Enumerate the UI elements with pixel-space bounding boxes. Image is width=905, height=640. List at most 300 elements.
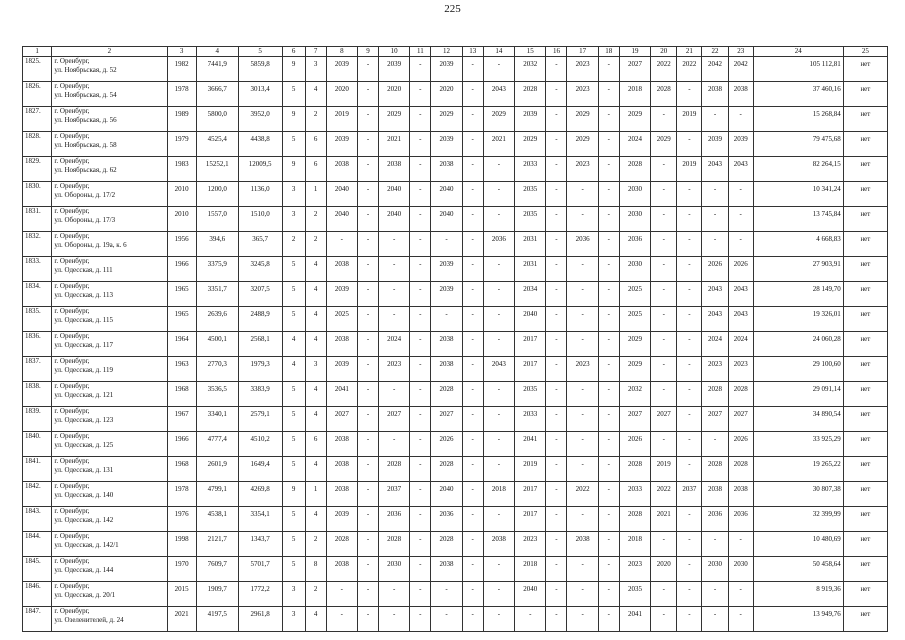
value-cell: 2043 xyxy=(483,357,514,382)
value-cell: - xyxy=(651,157,677,182)
value-cell: 4 xyxy=(305,82,326,107)
value-cell: 12009,5 xyxy=(238,157,282,182)
value-cell: - xyxy=(546,507,567,532)
value-cell: - xyxy=(567,507,598,532)
value-cell: 4777,4 xyxy=(196,432,238,457)
value-cell: 5 xyxy=(282,432,305,457)
value-cell: - xyxy=(483,457,514,482)
address-street: ул. Ноябрьская, д. 56 xyxy=(54,116,117,124)
value-cell: 2029 xyxy=(651,132,677,157)
value-cell: - xyxy=(728,207,753,232)
value-cell: 2036 xyxy=(431,507,462,532)
value-cell: - xyxy=(677,607,702,632)
value-cell: - xyxy=(567,282,598,307)
value-cell: - xyxy=(431,232,462,257)
value-cell: 9 xyxy=(282,157,305,182)
value-cell: - xyxy=(677,232,702,257)
address-city: г. Оренбург, xyxy=(54,582,90,590)
address-street: ул. Одесская, д. 125 xyxy=(54,441,114,449)
value-cell: - xyxy=(431,582,462,607)
address-cell xyxy=(52,382,167,407)
cost-cell: 24 060,28 xyxy=(753,332,843,357)
row-number-cell: 1825. xyxy=(23,57,52,82)
value-cell: 2038 xyxy=(702,482,728,507)
row-number-cell: 1841. xyxy=(23,457,52,482)
address-street: ул. Ноябрьская, д. 62 xyxy=(54,166,117,174)
value-cell: - xyxy=(598,107,619,132)
value-cell: 2033 xyxy=(619,482,650,507)
value-cell: - xyxy=(677,407,702,432)
address-city: г. Оренбург, xyxy=(54,257,90,265)
row-number-cell: 1829. xyxy=(23,157,52,182)
value-cell: 2029 xyxy=(431,107,462,132)
address-street: ул. Одесская, д. 142 xyxy=(54,516,114,524)
value-cell: - xyxy=(598,157,619,182)
value-cell: 2030 xyxy=(619,207,650,232)
value-cell: - xyxy=(462,607,483,632)
value-cell: 1967 xyxy=(167,407,196,432)
value-cell: 1968 xyxy=(167,382,196,407)
value-cell: 2028 xyxy=(619,157,650,182)
value-cell: - xyxy=(462,382,483,407)
value-cell: - xyxy=(567,457,598,482)
value-cell: 2028 xyxy=(728,457,753,482)
table-row xyxy=(23,307,888,332)
address-cell xyxy=(52,507,167,532)
flag-cell: нет xyxy=(843,482,887,507)
column-header: 25 xyxy=(843,47,887,57)
value-cell: 5 xyxy=(282,132,305,157)
value-cell: - xyxy=(651,532,677,557)
value-cell: 2028 xyxy=(378,532,409,557)
row-number-cell: 1835. xyxy=(23,307,52,332)
value-cell: 2022 xyxy=(651,482,677,507)
cost-cell: 28 149,70 xyxy=(753,282,843,307)
value-cell: 8 xyxy=(305,557,326,582)
value-cell: - xyxy=(546,332,567,357)
row-number-cell: 1828. xyxy=(23,132,52,157)
value-cell: - xyxy=(598,332,619,357)
value-cell: - xyxy=(651,307,677,332)
table-row xyxy=(23,357,888,382)
value-cell: - xyxy=(651,382,677,407)
value-cell: 2029 xyxy=(619,332,650,357)
value-cell: 5 xyxy=(282,382,305,407)
value-cell: 2021 xyxy=(651,507,677,532)
value-cell: - xyxy=(462,582,483,607)
column-header: 12 xyxy=(431,47,462,57)
value-cell: 5701,7 xyxy=(238,557,282,582)
value-cell: 2033 xyxy=(515,407,546,432)
value-cell: 2028 xyxy=(728,382,753,407)
cost-cell: 29 091,14 xyxy=(753,382,843,407)
value-cell: 2038 xyxy=(326,257,357,282)
value-cell: 1 xyxy=(305,182,326,207)
row-number-cell: 1826. xyxy=(23,82,52,107)
cost-cell: 4 668,83 xyxy=(753,232,843,257)
value-cell: 1510,0 xyxy=(238,207,282,232)
row-number-cell: 1837. xyxy=(23,357,52,382)
cost-cell: 13 949,76 xyxy=(753,607,843,632)
value-cell: - xyxy=(358,232,379,257)
value-cell: 5 xyxy=(282,407,305,432)
value-cell: 2040 xyxy=(515,582,546,607)
row-number-cell: 1833. xyxy=(23,257,52,282)
value-cell: 2010 xyxy=(167,207,196,232)
value-cell: - xyxy=(358,282,379,307)
row-number-cell: 1845. xyxy=(23,557,52,582)
cost-cell: 82 264,15 xyxy=(753,157,843,182)
value-cell: - xyxy=(677,207,702,232)
value-cell: 3245,8 xyxy=(238,257,282,282)
value-cell: - xyxy=(462,207,483,232)
value-cell: 2023 xyxy=(567,57,598,82)
value-cell: 2028 xyxy=(378,457,409,482)
value-cell: 2020 xyxy=(326,82,357,107)
value-cell: - xyxy=(598,182,619,207)
value-cell: - xyxy=(483,257,514,282)
cost-cell: 10 341,24 xyxy=(753,182,843,207)
table-row xyxy=(23,207,888,232)
value-cell: 2019 xyxy=(326,107,357,132)
value-cell: 2038 xyxy=(431,157,462,182)
value-cell: - xyxy=(483,157,514,182)
value-cell: - xyxy=(567,307,598,332)
value-cell: - xyxy=(598,457,619,482)
value-cell: 2030 xyxy=(378,557,409,582)
value-cell: - xyxy=(728,532,753,557)
value-cell: - xyxy=(326,232,357,257)
value-cell: - xyxy=(410,607,431,632)
address-cell xyxy=(52,482,167,507)
column-header: 10 xyxy=(378,47,409,57)
column-header: 24 xyxy=(753,47,843,57)
value-cell: - xyxy=(567,332,598,357)
value-cell: - xyxy=(462,357,483,382)
value-cell: - xyxy=(702,107,728,132)
column-header: 15 xyxy=(515,47,546,57)
value-cell: 2043 xyxy=(728,282,753,307)
value-cell: 2025 xyxy=(619,307,650,332)
column-header: 18 xyxy=(598,47,619,57)
address-street: ул. Обороны, д. 19а, к. 6 xyxy=(54,241,127,249)
cost-cell: 50 458,64 xyxy=(753,557,843,582)
column-header: 11 xyxy=(410,47,431,57)
value-cell: 2018 xyxy=(619,532,650,557)
value-cell: 2041 xyxy=(515,432,546,457)
value-cell: 2029 xyxy=(378,107,409,132)
address-cell xyxy=(52,207,167,232)
column-header: 21 xyxy=(677,47,702,57)
cost-cell: 19 326,01 xyxy=(753,307,843,332)
value-cell: 2488,9 xyxy=(238,307,282,332)
value-cell: 1772,2 xyxy=(238,582,282,607)
value-cell: - xyxy=(702,607,728,632)
value-cell: 2017 xyxy=(515,482,546,507)
row-number-cell: 1846. xyxy=(23,582,52,607)
value-cell: - xyxy=(728,582,753,607)
address-cell xyxy=(52,332,167,357)
value-cell: - xyxy=(462,257,483,282)
value-cell: 2040 xyxy=(515,307,546,332)
value-cell: - xyxy=(546,232,567,257)
value-cell: 2028 xyxy=(431,382,462,407)
value-cell: - xyxy=(677,307,702,332)
value-cell: 2026 xyxy=(702,257,728,282)
value-cell: - xyxy=(483,507,514,532)
value-cell: 2024 xyxy=(728,332,753,357)
value-cell: - xyxy=(567,432,598,457)
value-cell: - xyxy=(598,407,619,432)
value-cell: 2038 xyxy=(326,332,357,357)
row-number-cell: 1831. xyxy=(23,207,52,232)
value-cell: - xyxy=(728,232,753,257)
value-cell: 6 xyxy=(305,132,326,157)
value-cell: - xyxy=(462,432,483,457)
value-cell: 2038 xyxy=(431,357,462,382)
value-cell: 5 xyxy=(282,257,305,282)
value-cell: 365,7 xyxy=(238,232,282,257)
address-cell xyxy=(52,607,167,632)
table-row xyxy=(23,332,888,357)
value-cell: 2030 xyxy=(619,257,650,282)
value-cell: 1979,3 xyxy=(238,357,282,382)
value-cell: 2027 xyxy=(378,407,409,432)
address-city: г. Оренбург, xyxy=(54,157,90,165)
value-cell: 2028 xyxy=(619,457,650,482)
value-cell: 2040 xyxy=(431,207,462,232)
address-cell xyxy=(52,532,167,557)
value-cell: - xyxy=(546,557,567,582)
value-cell: 2026 xyxy=(619,432,650,457)
row-number-cell: 1836. xyxy=(23,332,52,357)
value-cell: 2039 xyxy=(326,57,357,82)
value-cell: 1343,7 xyxy=(238,532,282,557)
value-cell: 2035 xyxy=(515,207,546,232)
value-cell: - xyxy=(702,532,728,557)
value-cell: 2027 xyxy=(619,57,650,82)
address-cell xyxy=(52,107,167,132)
value-cell: 2038 xyxy=(326,557,357,582)
value-cell: - xyxy=(358,132,379,157)
address-street: ул. Ноябрьская, д. 52 xyxy=(54,66,117,74)
address-city: г. Оренбург, xyxy=(54,407,90,415)
value-cell: 2030 xyxy=(619,182,650,207)
flag-cell: нет xyxy=(843,607,887,632)
value-cell: - xyxy=(378,582,409,607)
value-cell: 3383,9 xyxy=(238,382,282,407)
value-cell: - xyxy=(483,557,514,582)
value-cell: 2770,3 xyxy=(196,357,238,382)
value-cell: 2042 xyxy=(702,57,728,82)
address-city: г. Оренбург, xyxy=(54,607,90,615)
value-cell: - xyxy=(462,182,483,207)
address-city: г. Оренбург, xyxy=(54,507,90,515)
column-header: 19 xyxy=(619,47,650,57)
address-street: ул. Обороны, д. 17/2 xyxy=(54,191,116,199)
value-cell: - xyxy=(378,382,409,407)
address-street: ул. Ноябрьская, д. 54 xyxy=(54,91,117,99)
table-row xyxy=(23,132,888,157)
flag-cell: нет xyxy=(843,557,887,582)
value-cell: - xyxy=(358,257,379,282)
value-cell: 6 xyxy=(305,157,326,182)
value-cell: - xyxy=(567,582,598,607)
value-cell: - xyxy=(567,382,598,407)
value-cell: 3952,0 xyxy=(238,107,282,132)
value-cell: - xyxy=(410,282,431,307)
value-cell: - xyxy=(546,357,567,382)
value-cell: 2030 xyxy=(728,557,753,582)
value-cell: - xyxy=(410,307,431,332)
value-cell: 1966 xyxy=(167,432,196,457)
value-cell: 2036 xyxy=(728,507,753,532)
value-cell: 2010 xyxy=(167,182,196,207)
value-cell: - xyxy=(358,357,379,382)
value-cell: 5 xyxy=(282,532,305,557)
value-cell: 2 xyxy=(305,232,326,257)
value-cell: 2028 xyxy=(702,382,728,407)
value-cell: 2033 xyxy=(515,157,546,182)
value-cell: - xyxy=(483,282,514,307)
value-cell: 3354,1 xyxy=(238,507,282,532)
value-cell: 2039 xyxy=(326,357,357,382)
value-cell: - xyxy=(546,532,567,557)
value-cell: - xyxy=(410,457,431,482)
value-cell: - xyxy=(410,332,431,357)
table-row xyxy=(23,482,888,507)
cost-cell: 27 903,91 xyxy=(753,257,843,282)
table-row xyxy=(23,57,888,82)
address-street: ул. Обороны, д. 17/3 xyxy=(54,216,116,224)
table-row xyxy=(23,257,888,282)
cost-cell: 19 265,22 xyxy=(753,457,843,482)
value-cell: - xyxy=(483,207,514,232)
column-header: 7 xyxy=(305,47,326,57)
value-cell: 4438,8 xyxy=(238,132,282,157)
value-cell: 2039 xyxy=(515,107,546,132)
value-cell: 4 xyxy=(305,407,326,432)
value-cell: - xyxy=(598,132,619,157)
value-cell: 1557,0 xyxy=(196,207,238,232)
address-cell xyxy=(52,57,167,82)
address-cell xyxy=(52,457,167,482)
value-cell: 2028 xyxy=(431,532,462,557)
table-body xyxy=(23,57,888,632)
address-street: ул. Озеленителей, д. 24 xyxy=(54,616,124,624)
table-row xyxy=(23,582,888,607)
value-cell: 2022 xyxy=(567,482,598,507)
value-cell: - xyxy=(358,157,379,182)
value-cell: - xyxy=(567,607,598,632)
value-cell: 2021 xyxy=(167,607,196,632)
flag-cell: нет xyxy=(843,57,887,82)
value-cell: 1956 xyxy=(167,232,196,257)
value-cell: 9 xyxy=(282,107,305,132)
address-city: г. Оренбург, xyxy=(54,182,90,190)
column-header: 5 xyxy=(238,47,282,57)
cost-cell: 15 268,84 xyxy=(753,107,843,132)
address-city: г. Оренбург, xyxy=(54,357,90,365)
value-cell: - xyxy=(483,307,514,332)
value-cell: - xyxy=(546,107,567,132)
flag-cell: нет xyxy=(843,257,887,282)
address-cell xyxy=(52,282,167,307)
value-cell: - xyxy=(728,107,753,132)
flag-cell: нет xyxy=(843,107,887,132)
value-cell: - xyxy=(358,107,379,132)
address-cell xyxy=(52,307,167,332)
column-header: 16 xyxy=(546,47,567,57)
table-row xyxy=(23,107,888,132)
value-cell: - xyxy=(462,307,483,332)
value-cell: 2027 xyxy=(326,407,357,432)
value-cell: 3013,4 xyxy=(238,82,282,107)
value-cell: 3 xyxy=(282,582,305,607)
value-cell: 6 xyxy=(305,432,326,457)
address-street: ул. Одесская, д. 140 xyxy=(54,491,114,499)
address-cell xyxy=(52,407,167,432)
value-cell: - xyxy=(358,382,379,407)
value-cell: - xyxy=(462,407,483,432)
value-cell: 3666,7 xyxy=(196,82,238,107)
value-cell: 2029 xyxy=(483,107,514,132)
flag-cell: нет xyxy=(843,82,887,107)
value-cell: 2027 xyxy=(431,407,462,432)
value-cell: - xyxy=(410,407,431,432)
value-cell: - xyxy=(651,282,677,307)
value-cell: - xyxy=(677,182,702,207)
value-cell: - xyxy=(598,207,619,232)
value-cell: - xyxy=(483,607,514,632)
value-cell: - xyxy=(410,157,431,182)
value-cell: 2022 xyxy=(651,57,677,82)
value-cell: 1978 xyxy=(167,82,196,107)
value-cell: 2037 xyxy=(378,482,409,507)
column-header: 3 xyxy=(167,47,196,57)
value-cell: 3 xyxy=(305,57,326,82)
value-cell: - xyxy=(651,232,677,257)
flag-cell: нет xyxy=(843,157,887,182)
address-city: г. Оренбург, xyxy=(54,232,90,240)
value-cell: 2021 xyxy=(483,132,514,157)
value-cell: 2023 xyxy=(728,357,753,382)
value-cell: 4 xyxy=(305,457,326,482)
value-cell: - xyxy=(546,607,567,632)
table-row xyxy=(23,182,888,207)
value-cell: - xyxy=(598,357,619,382)
value-cell: - xyxy=(378,432,409,457)
value-cell: - xyxy=(546,82,567,107)
value-cell: 4 xyxy=(305,507,326,532)
value-cell: 7609,7 xyxy=(196,557,238,582)
flag-cell: нет xyxy=(843,282,887,307)
value-cell: 1976 xyxy=(167,507,196,532)
value-cell: 2023 xyxy=(702,357,728,382)
value-cell: - xyxy=(546,482,567,507)
value-cell: 2027 xyxy=(702,407,728,432)
value-cell: - xyxy=(651,607,677,632)
value-cell: 5 xyxy=(282,557,305,582)
value-cell: 2025 xyxy=(619,282,650,307)
value-cell: 2039 xyxy=(431,282,462,307)
value-cell: - xyxy=(483,382,514,407)
value-cell: 2029 xyxy=(619,107,650,132)
value-cell: - xyxy=(702,207,728,232)
cost-cell: 32 399,99 xyxy=(753,507,843,532)
address-street: ул. Одесская, д. 142/1 xyxy=(54,541,119,549)
value-cell: 2034 xyxy=(515,282,546,307)
